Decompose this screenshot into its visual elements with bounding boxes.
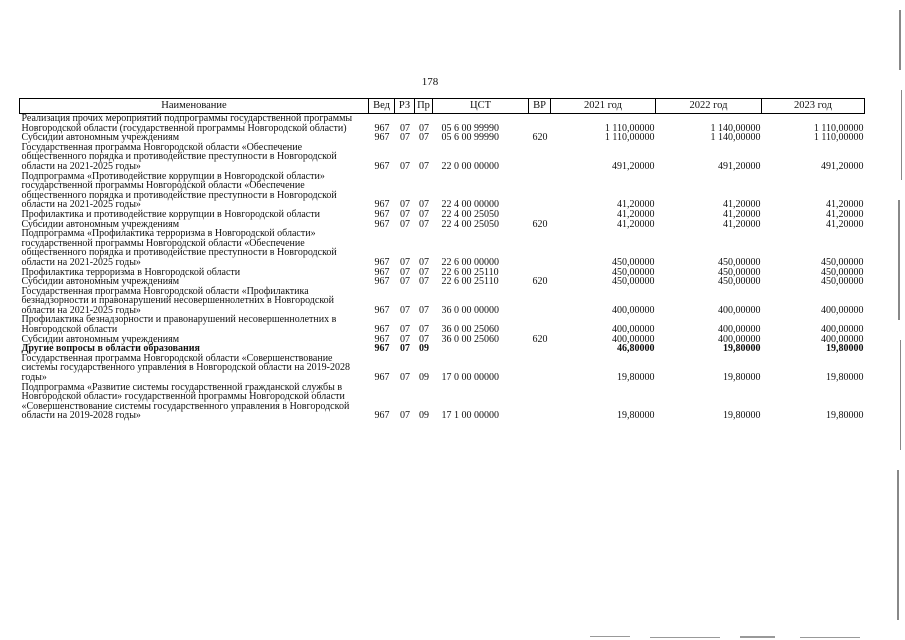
cell-vr: 620 <box>532 333 548 345</box>
header-2023: 2023 год <box>762 99 865 114</box>
cell-y2023: 41,20000 <box>826 208 864 220</box>
cell-y2023: 1 110,00000 <box>813 122 864 134</box>
cell-cst: 36 0 00 25060 <box>441 333 499 345</box>
cell-y2021: 400,00000 <box>612 333 655 345</box>
cell-y2022: 41,20000 <box>723 199 761 211</box>
cell-name: Подпрограмма «Профилактика терроризма в Новгородской области» государственной программы Новгородской области «Обеспечение общественного порядка и противодействие преступности в Новгородской области на 2021-2025 годы» <box>21 228 337 268</box>
cell-y2021: 400,00000 <box>612 324 655 336</box>
cell-y2021: 41,20000 <box>617 199 655 211</box>
cell-cst <box>433 344 529 354</box>
table-row <box>20 114 865 134</box>
cell-y2022: 41,20000 <box>723 208 761 220</box>
cell-cst: 22 6 00 25110 <box>441 276 499 288</box>
cell-vr: 620 <box>532 132 548 144</box>
budget-table-container <box>19 98 864 421</box>
cell-rz: 07 <box>400 160 410 172</box>
cell-ved: 967 <box>374 410 390 422</box>
cell-rz: 07 <box>400 343 410 355</box>
cell-rz: 07 <box>400 199 410 211</box>
cell-ved: 967 <box>374 199 390 211</box>
cell-y2023: 450,00000 <box>821 256 864 268</box>
cell-rz: 07 <box>400 122 410 134</box>
header-2022: 2022 год <box>656 99 762 114</box>
table-row <box>20 143 865 172</box>
cell-name: Субсидии автономным учреждениям <box>21 132 180 144</box>
table-row <box>20 315 865 334</box>
cell-pr: 07 <box>419 324 429 336</box>
cell-vr: 620 <box>532 276 548 288</box>
cell-name: Государственная программа Новгородской области «Профилактика безнадзорности и правонарушений несовершеннолетних в Новгородской области на 2021-2025 годы» <box>21 285 335 316</box>
cell-rz: 07 <box>400 208 410 220</box>
table-header-row <box>20 99 865 114</box>
cell-y2022: 450,00000 <box>718 256 761 268</box>
cell-rz: 07 <box>400 256 410 268</box>
cell-y2021: 450,00000 <box>612 276 655 288</box>
cell-cst: 22 4 00 25050 <box>441 208 499 220</box>
budget-table <box>19 98 865 421</box>
cell-name: Другие вопросы в области образования <box>21 343 200 355</box>
cell-rz: 07 <box>400 372 410 384</box>
cell-y2022: 19,80000 <box>723 410 761 422</box>
scan-edge-noise <box>891 0 905 640</box>
cell-ved: 967 <box>374 256 390 268</box>
cell-y2022: 19,80000 <box>723 372 761 384</box>
cell-cst: 17 0 00 00000 <box>441 372 499 384</box>
cell-pr: 07 <box>419 160 429 172</box>
header-rz: РЗ <box>395 99 415 114</box>
cell-y2023: 19,80000 <box>826 372 864 384</box>
cell-y2023: 450,00000 <box>821 276 864 288</box>
cell-rz: 07 <box>400 266 410 278</box>
cell-rz: 07 <box>400 304 410 316</box>
cell-y2022: 450,00000 <box>718 276 761 288</box>
cell-rz: 07 <box>400 333 410 345</box>
cell-ved: 967 <box>374 276 390 288</box>
cell-pr: 07 <box>419 276 429 288</box>
cell-ved: 967 <box>374 372 390 384</box>
cell-name: Государственная программа Новгородской области «Совершенствование системы государственного управления в Новгородской области на 2019-2028 годы» <box>21 352 350 384</box>
cell-y2021: 1 110,00000 <box>604 132 655 144</box>
cell-y2023: 400,00000 <box>821 333 864 345</box>
cell-y2023: 400,00000 <box>821 324 864 336</box>
cell-name: Профилактика и противодействие коррупции в Новгородской области <box>21 208 320 220</box>
header-2021: 2021 год <box>551 99 656 114</box>
cell-y2022: 491,20000 <box>718 160 761 172</box>
cell-name: Субсидии автономным учреждениям <box>21 333 180 345</box>
cell-ved: 967 <box>374 122 390 134</box>
cell-vr <box>529 172 551 210</box>
cell-y2021: 19,80000 <box>617 410 655 422</box>
cell-y2022: 19,80000 <box>723 343 761 355</box>
table-row <box>20 287 865 316</box>
cell-vr <box>529 344 551 354</box>
cell-rz: 07 <box>400 218 410 230</box>
cell-y2023: 450,00000 <box>821 266 864 278</box>
cell-ved: 967 <box>374 132 390 144</box>
cell-ved: 967 <box>374 160 390 172</box>
cell-cst: 05 6 00 99990 <box>441 122 499 134</box>
cell-y2021: 1 110,00000 <box>604 122 655 134</box>
cell-cst: 22 4 00 00000 <box>441 199 499 211</box>
cell-cst: 36 0 00 00000 <box>441 304 499 316</box>
cell-name: Реализация прочих мероприятий подпрограммы государственной программы Новгородской области (государственной программы Новгородской области) <box>21 113 353 134</box>
header-ved: Вед <box>369 99 395 114</box>
cell-ved: 967 <box>374 324 390 336</box>
cell-cst: 05 6 00 99990 <box>441 132 499 144</box>
cell-y2022: 450,00000 <box>718 266 761 278</box>
cell-vr <box>529 229 551 267</box>
cell-y2022: 1 140,00000 <box>710 132 761 144</box>
cell-y2022: 41,20000 <box>723 218 761 230</box>
cell-cst: 22 0 00 00000 <box>441 160 499 172</box>
scan-bottom-noise <box>560 632 905 640</box>
cell-vr <box>529 287 551 316</box>
page-number: 178 <box>421 76 439 88</box>
cell-pr: 09 <box>419 372 429 384</box>
cell-pr: 07 <box>419 266 429 278</box>
cell-vr <box>529 315 551 334</box>
cell-y2023: 19,80000 <box>826 410 864 422</box>
cell-y2021: 41,20000 <box>617 208 655 220</box>
cell-rz: 07 <box>400 276 410 288</box>
cell-vr <box>529 383 551 421</box>
cell-pr: 09 <box>419 343 429 355</box>
cell-name: Профилактика безнадзорности и правонарушений несовершеннолетних в Новгородской области <box>21 314 337 336</box>
cell-y2022: 400,00000 <box>718 324 761 336</box>
header-pr: Пр <box>415 99 433 114</box>
cell-vr: 620 <box>532 218 548 230</box>
table-row <box>20 354 865 383</box>
cell-y2023: 400,00000 <box>821 304 864 316</box>
cell-y2021: 400,00000 <box>612 304 655 316</box>
cell-name: Субсидии автономным учреждениям <box>21 276 180 288</box>
header-name: Наименование <box>20 99 369 114</box>
cell-y2022: 400,00000 <box>718 333 761 345</box>
cell-pr: 07 <box>419 218 429 230</box>
table-body <box>20 114 865 422</box>
cell-y2022: 400,00000 <box>718 304 761 316</box>
cell-y2021: 41,20000 <box>617 218 655 230</box>
cell-y2021: 491,20000 <box>612 160 655 172</box>
cell-pr: 07 <box>419 199 429 211</box>
cell-ved: 967 <box>374 343 390 355</box>
cell-ved: 967 <box>374 304 390 316</box>
table-row <box>20 383 865 421</box>
cell-name: Субсидии автономным учреждениям <box>21 218 180 230</box>
cell-y2023: 491,20000 <box>821 160 864 172</box>
cell-vr <box>529 143 551 172</box>
cell-pr: 07 <box>419 122 429 134</box>
table-row <box>20 172 865 210</box>
cell-cst: 36 0 00 25060 <box>441 324 499 336</box>
cell-y2021: 46,80000 <box>617 343 655 355</box>
cell-y2023: 19,80000 <box>826 343 864 355</box>
cell-y2022: 1 140,00000 <box>710 122 761 134</box>
cell-ved: 967 <box>374 333 390 345</box>
cell-name: Подпрограмма «Развитие системы государственной гражданской службы в Новгородской области» государственной программы Новгородской области «Совершенствование системы государственного управления в Новгородской области на 2019-2028 годы» <box>21 381 350 422</box>
cell-ved: 967 <box>374 208 390 220</box>
cell-y2021: 450,00000 <box>612 256 655 268</box>
cell-y2023: 41,20000 <box>826 199 864 211</box>
cell-cst: 17 1 00 00000 <box>441 410 499 422</box>
cell-name: Подпрограмма «Противодействие коррупции в Новгородской области» государственной программы Новгородской области «Обеспечение общественного порядка и противодействие преступности в Новгородской области на 2021-2025 годы» <box>21 170 337 211</box>
cell-y2021: 450,00000 <box>612 266 655 278</box>
table-row <box>20 229 865 267</box>
cell-name: Государственная программа Новгородской области «Обеспечение общественного порядка и противодействие преступности в Новгородской области на 2021-2025 годы» <box>21 141 337 172</box>
cell-rz: 07 <box>400 132 410 144</box>
cell-cst: 22 4 00 25050 <box>441 218 499 230</box>
cell-y2023: 1 110,00000 <box>813 132 864 144</box>
cell-pr: 07 <box>419 132 429 144</box>
cell-pr: 07 <box>419 304 429 316</box>
cell-rz: 07 <box>400 410 410 422</box>
cell-y2023: 41,20000 <box>826 218 864 230</box>
cell-y2021: 19,80000 <box>617 372 655 384</box>
cell-ved: 967 <box>374 218 390 230</box>
cell-name: Профилактика терроризма в Новгородской области <box>21 266 241 278</box>
cell-ved: 967 <box>374 266 390 278</box>
cell-cst: 22 6 00 25110 <box>441 266 499 278</box>
cell-rz: 07 <box>400 324 410 336</box>
cell-pr: 07 <box>419 333 429 345</box>
cell-cst: 22 6 00 00000 <box>441 256 499 268</box>
cell-pr: 07 <box>419 256 429 268</box>
header-cst: ЦСТ <box>433 99 529 114</box>
cell-vr <box>529 114 551 134</box>
header-vr: ВР <box>529 99 551 114</box>
cell-pr: 09 <box>419 410 429 422</box>
cell-vr <box>529 354 551 383</box>
cell-pr: 07 <box>419 208 429 220</box>
